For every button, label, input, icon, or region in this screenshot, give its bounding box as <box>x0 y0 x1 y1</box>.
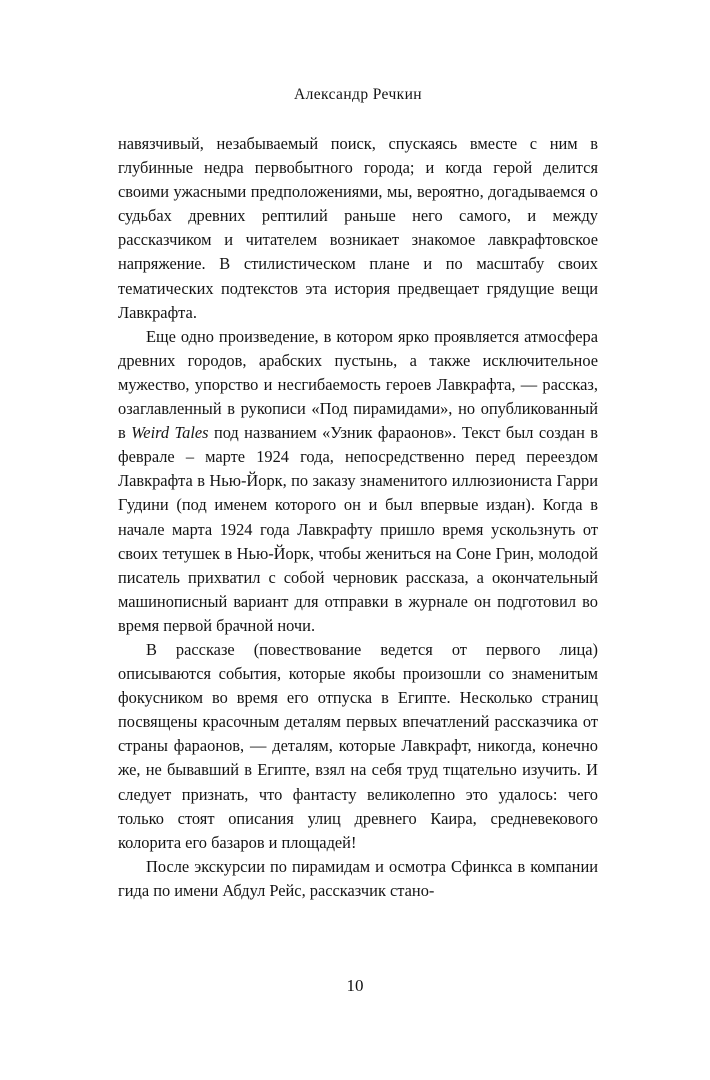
paragraph <box>118 325 598 638</box>
text-run: Еще одно произведение, в котором ярко проявляется атмосфера древних городов, арабских пустынь, а также исключительное мужество, упорство и несгибаемость героев Лавкрафта, — рассказ, озаглавленный в рукописи «Под пирамидами», но опубликованный в <box>118 326 598 443</box>
text-run: навязчивый, незабываемый поиск, спускаясь вместе с ним в глубинные недра первобытного города; и когда герой делится своими ужасными предположениями, мы, вероятно, догадываемся о судьбах древних рептилий раньше него самого, и между рассказчиком и читателем возникает знакомое лавкрафтовское напряжение. В стилистическом плане и по масштабу своих тематических подтекстов эта история предвещает грядущие вещи Лавкрафта. <box>118 134 598 322</box>
text-run: После экскурсии по пирамидам и осмотра Сфинкса в компании гида по имени Абдул Рейс, рассказчик стано- <box>118 856 598 900</box>
page-number: 10 <box>346 976 364 995</box>
paragraph <box>118 638 598 855</box>
text-run: под названием «Узник фараонов». Текст был создан в феврале – марте 1924 года, непосредственно перед переездом Лавкрафта в Нью-Йорк, по заказу знаменитого иллюзиониста Гарри Гудини (под именем которого он и был впервые издан). Когда в начале марта 1924 года Лавкрафту пришло время ускользнуть от своих тетушек в Нью-Йорк, чтобы жениться на Соне Грин, молодой писатель прихватил с собой черновик рассказа, а окончательный машинописный вариант для отправки в журнале он подготовил во время первой брачной ночи. <box>118 423 599 635</box>
running-head-author: Александр Речкин <box>294 86 422 103</box>
paragraph <box>118 855 598 903</box>
paragraph <box>118 132 598 325</box>
text-run: В рассказе (повествование ведется от первого лица) описываются события, которые якобы произошли со знаменитым фокусником во время его отпуска в Египте. Несколько страниц посвящены красочным деталям первых впечатлений рассказчика от страны фараонов, — деталям, которые Лавкрафт, никогда, конечно же, не бывавший в Египте, взял на себя труд тщательно изучить. И следует признать, что фантасту великолепно это удалось: чего только стоят описания улиц древнего Каира, средневекового колорита его базаров и площадей! <box>118 639 598 852</box>
page-body-text <box>118 132 598 903</box>
italic-title: Weird Tales <box>131 423 209 443</box>
